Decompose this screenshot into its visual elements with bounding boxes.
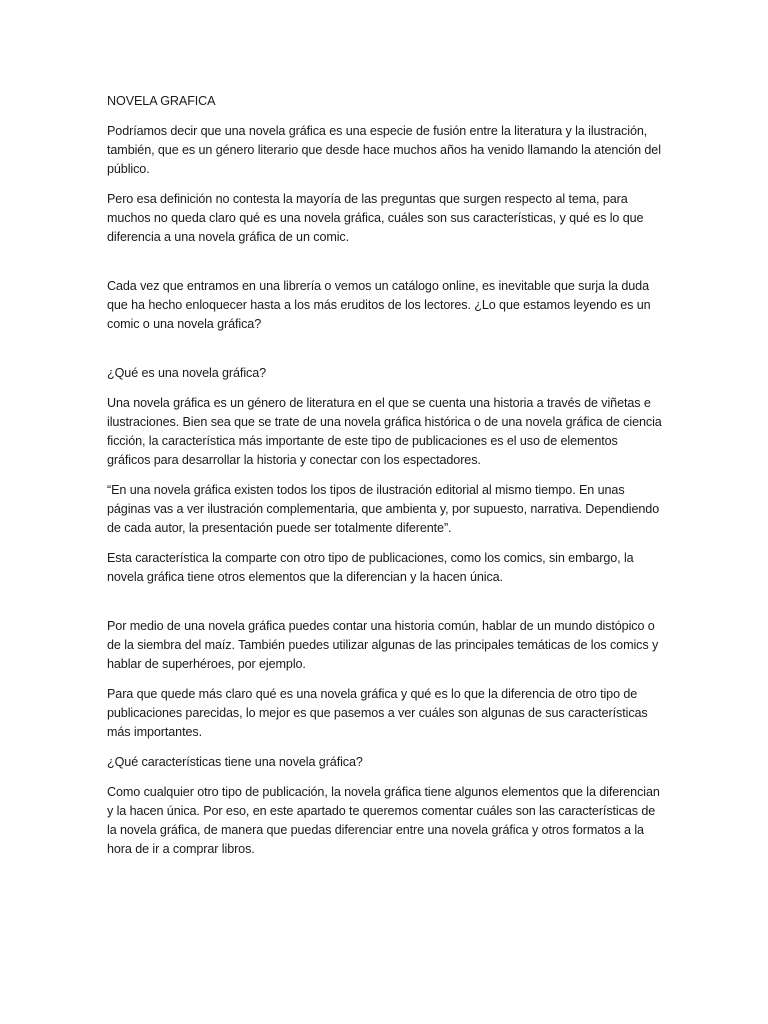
spacer bbox=[107, 598, 663, 617]
paragraph-storytelling: Por medio de una novela gráfica puedes contar una historia común, hablar de un mundo distópico o de la siembra del maíz. También puedes utilizar algunas de las principales temáticas de los comics y hablar de superhéroes, por ejemplo. bbox=[107, 619, 659, 671]
paragraph-bookstore: Cada vez que entramos en una librería o vemos un catálogo online, es inevitable que surja la duda que ha hecho enloquecer hasta a los más eruditos de los lectores. ¿Lo que estamos leyendo es un comic o una novela gráfica? bbox=[107, 279, 651, 331]
paragraph-quote: “En una novela gráfica existen todos los tipos de ilustración editorial al mismo tiempo. En unas páginas vas a ver ilustración complementaria, que ambienta y, por supuesto, narrativa. Dependiendo de cada autor, la presentación puede ser totalmente diferente”. bbox=[107, 483, 660, 535]
document-title: NOVELA GRAFICA bbox=[107, 94, 216, 108]
paragraph-intro: Podríamos decir que una novela gráfica es una especie de fusión entre la literatura y la ilustración, también, que es un género literario que desde hace muchos años ha venido llamando la atención del público. bbox=[107, 124, 661, 176]
paragraph-shared-trait: Esta característica la comparte con otro tipo de publicaciones, como los comics, sin embargo, la novela gráfica tiene otros elementos que la diferencian y la hacen única. bbox=[107, 551, 634, 584]
section-heading-what-is: ¿Qué es una novela gráfica? bbox=[107, 366, 267, 380]
paragraph-definition: Pero esa definición no contesta la mayoría de las preguntas que surgen respecto al tema, para muchos no queda claro qué es una novela gráfica, cuáles son sus características, y qué es lo que diferencia a una novela gráfica de un comic. bbox=[107, 192, 644, 244]
section-heading-characteristics: ¿Qué características tiene una novela gráfica? bbox=[107, 755, 363, 769]
spacer bbox=[107, 258, 663, 277]
paragraph-elements: Como cualquier otro tipo de publicación, la novela gráfica tiene algunos elementos que la diferencian y la hacen única. Por eso, en este apartado te queremos comentar cuáles son las características de la novela gráfica, de manera que puedas diferenciar entre una novela gráfica y otros formatos a la hora de ir a comprar libros. bbox=[107, 785, 660, 856]
paragraph-genre: Una novela gráfica es un género de literatura en el que se cuenta una historia a través de viñetas e ilustraciones. Bien sea que se trate de una novela gráfica histórica o de una novela gráfica de ciencia ficción, la característica más importante de este tipo de publicaciones es el uso de elementos gráficos para desarrollar la historia y conectar con los espectadores. bbox=[107, 396, 662, 467]
paragraph-clarify: Para que quede más claro qué es una novela gráfica y qué es lo que la diferencia de otro tipo de publicaciones parecidas, lo mejor es que pasemos a ver cuáles son algunas de sus características más importantes. bbox=[107, 687, 648, 739]
spacer bbox=[107, 345, 663, 364]
document-page bbox=[107, 92, 663, 870]
